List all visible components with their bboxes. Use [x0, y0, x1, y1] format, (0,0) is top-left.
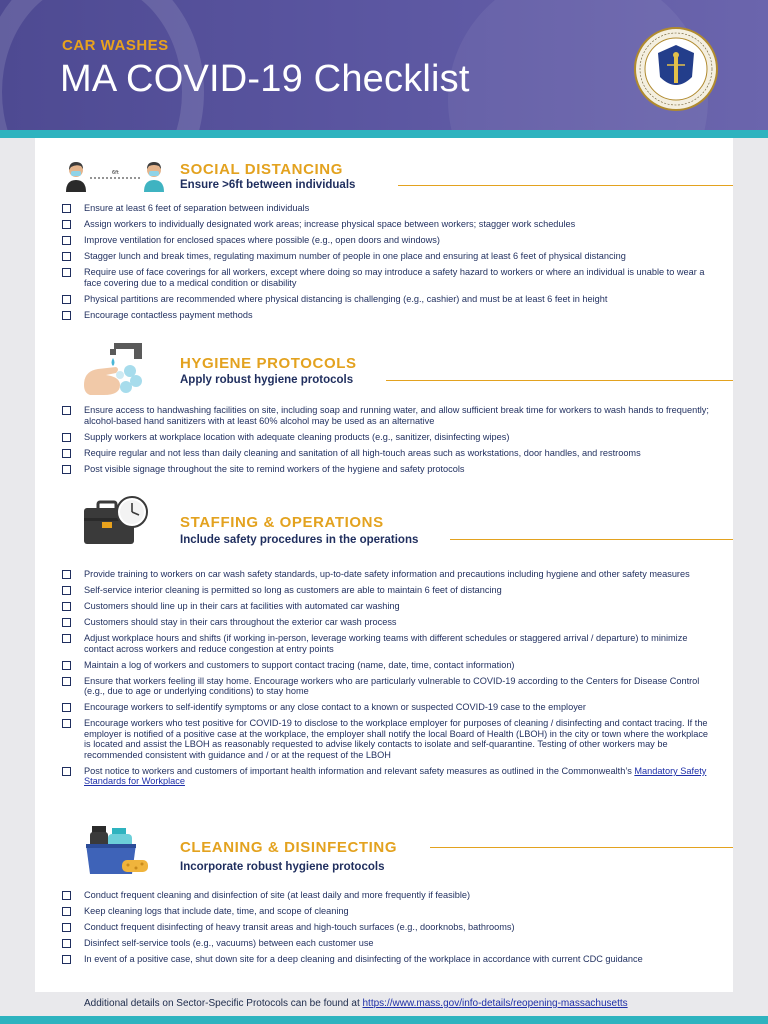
list-item: Keep cleaning logs that include date, time, and scope of cleaning — [60, 906, 710, 917]
list-item: Self-service interior cleaning is permitted so long as customers are able to maintain 6 feet of distancing — [60, 585, 710, 596]
social-distancing-icon — [64, 160, 168, 196]
list-item: Supply workers at workplace location with adequate cleaning products (e.g., sanitizer, disinfecting wipes) — [60, 432, 710, 443]
checkbox[interactable] — [62, 907, 71, 916]
checkbox[interactable] — [62, 204, 71, 213]
list-item: Conduct frequent disinfecting of heavy transit areas and high-touch surfaces (e.g., doorknobs, bathrooms) — [60, 922, 710, 933]
list-item: In event of a positive case, shut down site for a deep cleaning and disinfecting of the workplace in accordance with current CDC guidance — [60, 954, 710, 965]
section-divider — [450, 539, 733, 540]
cleaning-supplies-icon — [84, 818, 150, 876]
checkbox[interactable] — [62, 220, 71, 229]
section-divider — [398, 185, 733, 186]
list-item: Ensure that workers feeling ill stay home. Encourage workers who are particularly vulnerable to COVID-19 according to the Centers for Disease Control (e.g., due to age or underlying conditions) to stay home — [60, 676, 710, 697]
list-item: Customers should line up in their cars at facilities with automated car washing — [60, 601, 710, 612]
checklist-staffing — [60, 569, 710, 787]
checkbox[interactable] — [62, 677, 71, 686]
checkbox[interactable] — [62, 295, 71, 304]
list-item: Conduct frequent cleaning and disinfection of site (at least daily and more frequently if feasible) — [60, 890, 710, 901]
list-item: Require regular and not less than daily cleaning and sanitation of all high-touch areas such as workstations, door handles, and restrooms — [60, 448, 710, 459]
list-item: Encourage contactless payment methods — [60, 310, 710, 321]
checklist-hygiene — [60, 405, 710, 474]
section-divider — [430, 847, 733, 848]
checklist-cleaning — [60, 890, 710, 965]
list-item: Stagger lunch and break times, regulating maximum number of people in one place and ensuring at least 6 feet of physical distancing — [60, 251, 710, 262]
list-item: Provide training to workers on car wash safety standards, up-to-date safety information and precautions including hygiene and other safety measures — [60, 569, 710, 580]
massachusetts-seal-icon — [634, 27, 718, 111]
checkbox[interactable] — [62, 433, 71, 442]
checkbox[interactable] — [62, 268, 71, 277]
briefcase-clock-icon — [82, 494, 150, 546]
checkbox[interactable] — [62, 465, 71, 474]
section-title-staffing: STAFFING & OPERATIONS — [180, 514, 384, 531]
checkbox[interactable] — [62, 891, 71, 900]
mandatory-safety-standards-link[interactable]: Mandatory Safety Standards for Workplace — [84, 765, 707, 787]
section-title-cleaning: CLEANING & DISINFECTING — [180, 839, 398, 856]
checkbox[interactable] — [62, 570, 71, 579]
sector-label: CAR WASHES — [62, 37, 169, 54]
checkbox[interactable] — [62, 634, 71, 643]
checkbox[interactable] — [62, 955, 71, 964]
handwashing-icon — [80, 341, 146, 397]
checkbox[interactable] — [62, 703, 71, 712]
section-subtitle-staffing: Include safety procedures in the operations — [180, 534, 419, 546]
checkbox[interactable] — [62, 406, 71, 415]
checkbox[interactable] — [62, 311, 71, 320]
list-item: Physical partitions are recommended where physical distancing is challenging (e.g., cashier) and must be at least 6 feet in height — [60, 294, 710, 305]
page-title: MA COVID-19 Checklist — [60, 58, 470, 100]
checkbox[interactable] — [62, 767, 71, 776]
list-item: Adjust workplace hours and shifts (if working in-person, leverage working teams with different schedules or staggered arrival / departure) to minimize contact across workers and reduce congestion at entry points — [60, 633, 710, 654]
checkbox[interactable] — [62, 449, 71, 458]
footer-note: Additional details on Sector-Specific Protocols can be found at https://www.mass.gov/info-details/reopening-massachusetts — [84, 998, 628, 1009]
list-item: Maintain a log of workers and customers to support contact tracing (name, date, time, contact information) — [60, 660, 710, 671]
checkbox[interactable] — [62, 939, 71, 948]
section-title-hygiene: HYGIENE PROTOCOLS — [180, 355, 357, 372]
list-item: Assign workers to individually designated work areas; increase physical space between workers; stagger work schedules — [60, 219, 710, 230]
list-item: Post notice to workers and customers of important health information and relevant safety measures as outlined in the Commonwealth’s Mandatory Safety Standards for Workplace — [60, 766, 710, 787]
section-title-social-distancing: SOCIAL DISTANCING — [180, 161, 343, 178]
header-accent-bar — [0, 130, 768, 138]
list-item: Encourage workers who test positive for COVID-19 to disclose to the workplace employer for purposes of cleaning / disinfecting and contact tracing. If the employer is notified of a positive case at the workplace, the employer shall notify the local Board of Health (LBOH) in the city or town where the workplace is located and assist the LBOH as reasonably requested to advise likely contacts to isolate and self-quarantine. Testing of other workers may be recommended consistent with guidance and / or at the request of the LBOH — [60, 718, 710, 760]
list-item: Ensure at least 6 feet of separation between individuals — [60, 203, 710, 214]
section-subtitle-cleaning: Incorporate robust hygiene protocols — [180, 861, 385, 873]
section-subtitle-social-distancing: Ensure >6ft between individuals — [180, 179, 356, 191]
checkbox[interactable] — [62, 236, 71, 245]
section-subtitle-hygiene: Apply robust hygiene protocols — [180, 374, 354, 386]
checkbox[interactable] — [62, 661, 71, 670]
list-item: Ensure access to handwashing facilities on site, including soap and running water, and allow sufficient break time for workers to wash hands to frequently; alcohol-based hand sanitizers with at least 60% alcohol may be used as an alternative — [60, 405, 710, 426]
checkbox[interactable] — [62, 602, 71, 611]
checkbox[interactable] — [62, 252, 71, 261]
svg-text:6ft: 6ft — [112, 170, 119, 176]
checkbox[interactable] — [62, 923, 71, 932]
footer-accent-bar — [0, 1016, 768, 1024]
list-item: Disinfect self-service tools (e.g., vacuums) between each customer use — [60, 938, 710, 949]
list-item: Post visible signage throughout the site to remind workers of the hygiene and safety protocols — [60, 464, 710, 475]
section-divider — [386, 380, 733, 381]
list-item: Improve ventilation for enclosed spaces where possible (e.g., open doors and windows) — [60, 235, 710, 246]
list-item: Require use of face coverings for all workers, except where doing so may introduce a safety hazard to workers or where an individual is unable to wear a face covering due to a medical condition or disability — [60, 267, 710, 288]
list-item: Encourage workers to self-identify symptoms or any close contact to a known or suspected COVID-19 case to the employer — [60, 702, 710, 713]
checklist-social-distancing — [60, 203, 710, 320]
checkbox[interactable] — [62, 618, 71, 627]
reopening-massachusetts-link[interactable]: https://www.mass.gov/info-details/reopening-massachusetts — [362, 998, 628, 1009]
checkbox[interactable] — [62, 719, 71, 728]
list-item: Customers should stay in their cars throughout the exterior car wash process — [60, 617, 710, 628]
checkbox[interactable] — [62, 586, 71, 595]
